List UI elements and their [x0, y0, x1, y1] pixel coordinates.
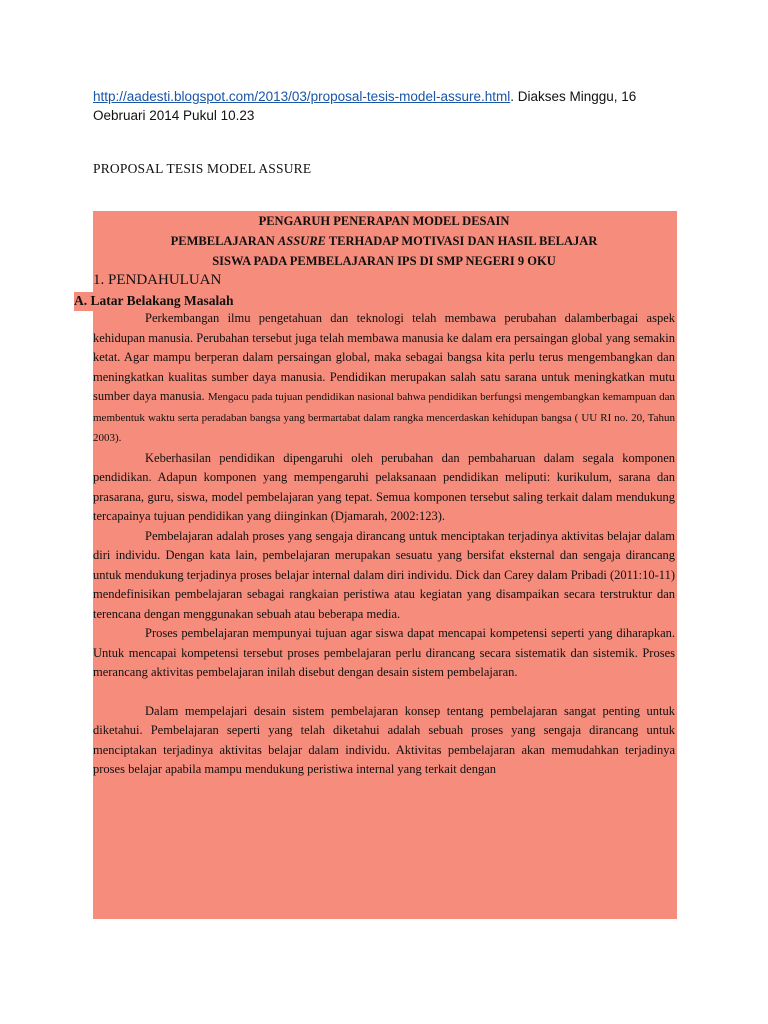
heading-line-3: SISWA PADA PEMBELAJARAN IPS DI SMP NEGERI 9 OKU	[212, 254, 556, 268]
source-citation	[93, 87, 673, 125]
highlighted-content	[93, 211, 675, 919]
source-access-text: . Diakses Minggu, 16 Oebruari 2014 Pukul 10.23	[93, 89, 637, 123]
paragraph-5: Dalam mempelajari desain sistem pembelajaran konsep tentang pembelajaran sangat penting untuk diketahui. Pembelajaran seperti yang telah diketahui adalah sebuah proses yang sengaja dirancang untuk menciptakan terjadinya aktivitas belajar dalam individu. Aktivitas pembelajaran akan memudahkan terjadinya proses belajar apabila mampu mendukung peristiwa internal yang terkait dengan	[93, 703, 675, 776]
paragraph-3: Pembelajaran adalah proses yang sengaja dirancang untuk menciptakan terjadinya aktivitas belajar dalam diri individu. Dengan kata lain, pembelajaran merupakan sesuatu yang bersifat eksternal dan sengaja dirancang untuk mendukung terjadinya proses belajar internal dalam diri individu. Dick dan Carey dalam Pribadi (2011:10-11) mendefinisikan pembelajaran sebagai rangkaian peristiwa atau kegiatan yang disampaikan secara terstruktur dan terencana dengan menggunakan sebuah atau beberapa media.	[93, 528, 675, 621]
document-title: PROPOSAL TESIS MODEL ASSURE	[93, 161, 312, 176]
heading-line-1: PENGARUH PENERAPAN MODEL DESAIN	[258, 214, 510, 228]
paragraph-2: Keberhasilan pendidikan dipengaruhi oleh perubahan dan pembaharuan dalam segala komponen pendidikan. Adapun komponen yang mempengaruhi pelaksanaan pendidikan meliputi: kurikulum, sarana dan prasarana, guru, siswa, model pembelajaran yang tepat. Semua komponen tersebut saling terkait dalam mendukung tercapainya tujuan pendidikan yang diinginkan (Djamarah, 2002:123).	[93, 450, 675, 523]
paragraph-1-quote: Mengacu pada tujuan pendidikan nasional bahwa pendidikan berfungsi mengembangkan kemampuan dan membentuk waktu serta peradaban bangsa yang bermartabat dalam rangka mencerdaskan kehidupan bangsa ( UU RI no. 20, Tahun 2003).	[93, 391, 675, 444]
heading-line-2: PEMBELAJARAN ASSURE TERHADAP MOTIVASI DAN HASIL BELAJAR	[170, 234, 598, 248]
source-link[interactable]: http://aadesti.blogspot.com/2013/03/proposal-tesis-model-assure.html	[93, 89, 511, 104]
heading-assure: ASSURE	[277, 234, 326, 248]
section-heading: 1. PENDAHULUAN	[93, 272, 222, 288]
subsection-heading: A. Latar Belakang Masalah	[74, 293, 234, 308]
paragraph-1: Perkembangan ilmu pengetahuan dan teknologi telah membawa perubahan dalamberbagai aspek kehidupan manusia. Perubahan tersebut juga telah membawa manusia ke dalam era persaingan global yang semakin ketat. Agar mampu berperan dalam persaingan global, maka sebagai bangsa kita perlu terus mengembangkan dan meningkatkan kualitas sumber daya manusia. Pendidikan merupakan salah satu sarana untuk meningkatkan mutu sumber daya manusia. Mengacu pada tujuan pendidikan nasional bahwa pendidikan berfungsi mengembangkan kemampuan dan membentuk waktu serta peradaban bangsa yang bermartabat dalam rangka mencerdaskan kehidupan bangsa ( UU RI no. 20, Tahun 2003).	[93, 311, 675, 444]
thesis-heading	[93, 211, 675, 271]
paragraph-4: Proses pembelajaran mempunyai tujuan agar siswa dapat mencapai kompetensi seperti yang diharapkan. Untuk mencapai kompetensi tersebut proses pembelajaran perlu dirancang secara sistematik dan sistemik. Proses merancang aktivitas pembelajaran inilah disebut dengan desain sistem pembelajaran.	[93, 626, 675, 679]
